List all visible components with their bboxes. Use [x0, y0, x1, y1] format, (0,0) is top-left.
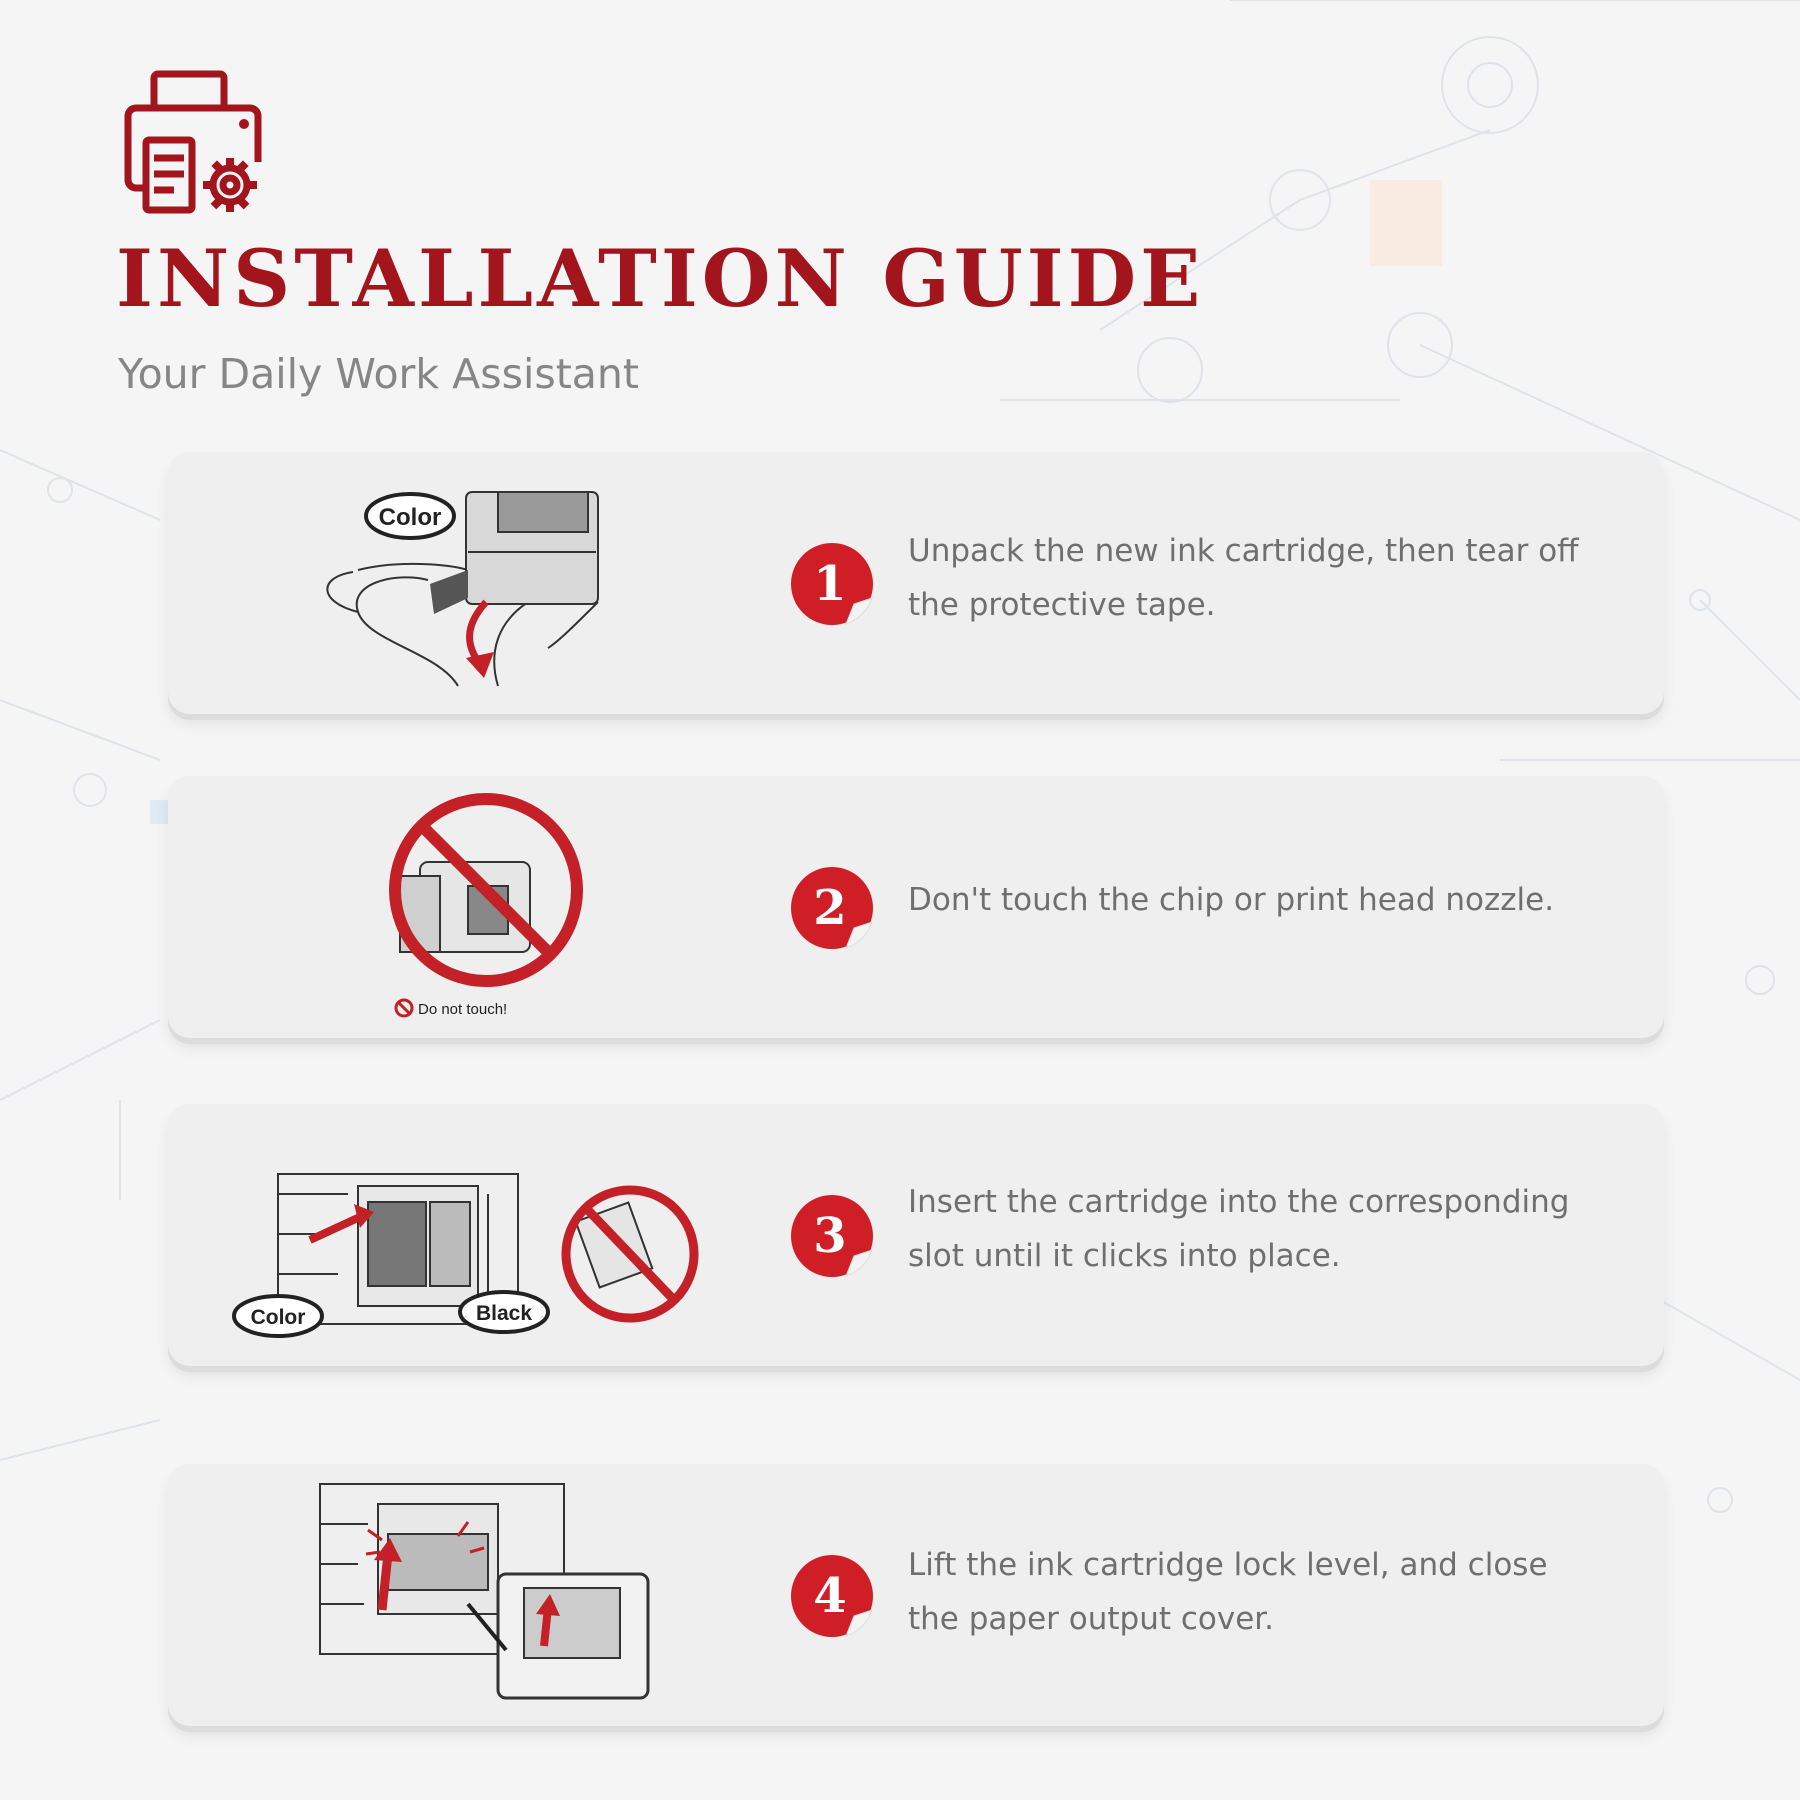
- remove-tape-illustration: [168, 452, 768, 714]
- step-text-2: Don't touch the chip or print head nozzle.: [908, 882, 1555, 918]
- do-not-touch-illustration: [168, 776, 768, 1038]
- close-lock-illustration: [168, 1464, 768, 1726]
- step-number-badge-1: [786, 538, 878, 630]
- step-number-1: 1: [813, 556, 847, 612]
- color-label-2: Color: [250, 1306, 306, 1329]
- step-number-badge-4: [786, 1550, 878, 1642]
- step-card-3: [168, 1104, 1664, 1366]
- page-title: INSTALLATION GUIDE: [116, 232, 1205, 325]
- step-text-1: Unpack the new ink cartridge, then tear off the protective tape.: [908, 533, 1579, 623]
- step-card-4: [168, 1464, 1664, 1726]
- step-number-badge-2: [786, 862, 878, 954]
- step-text-4: Lift the ink cartridge lock level, and close the paper output cover.: [908, 1547, 1548, 1637]
- do-not-touch-label: Do not touch!: [418, 1001, 508, 1018]
- step-number-2: 2: [813, 880, 847, 936]
- step-number-3: 3: [813, 1208, 847, 1264]
- black-label: Black: [475, 1302, 533, 1325]
- printer-gear-icon: [118, 70, 268, 214]
- step-card-2: [168, 776, 1664, 1038]
- color-label: Color: [378, 504, 442, 531]
- step-card-1: [168, 452, 1664, 714]
- step-number-badge-3: [786, 1190, 878, 1282]
- step-text-3: Insert the cartridge into the corresponding slot until it clicks into place.: [908, 1184, 1570, 1274]
- step-number-4: 4: [813, 1568, 847, 1624]
- page-subtitle: Your Daily Work Assistant: [118, 350, 639, 398]
- insert-cartridge-illustration: [168, 1104, 768, 1366]
